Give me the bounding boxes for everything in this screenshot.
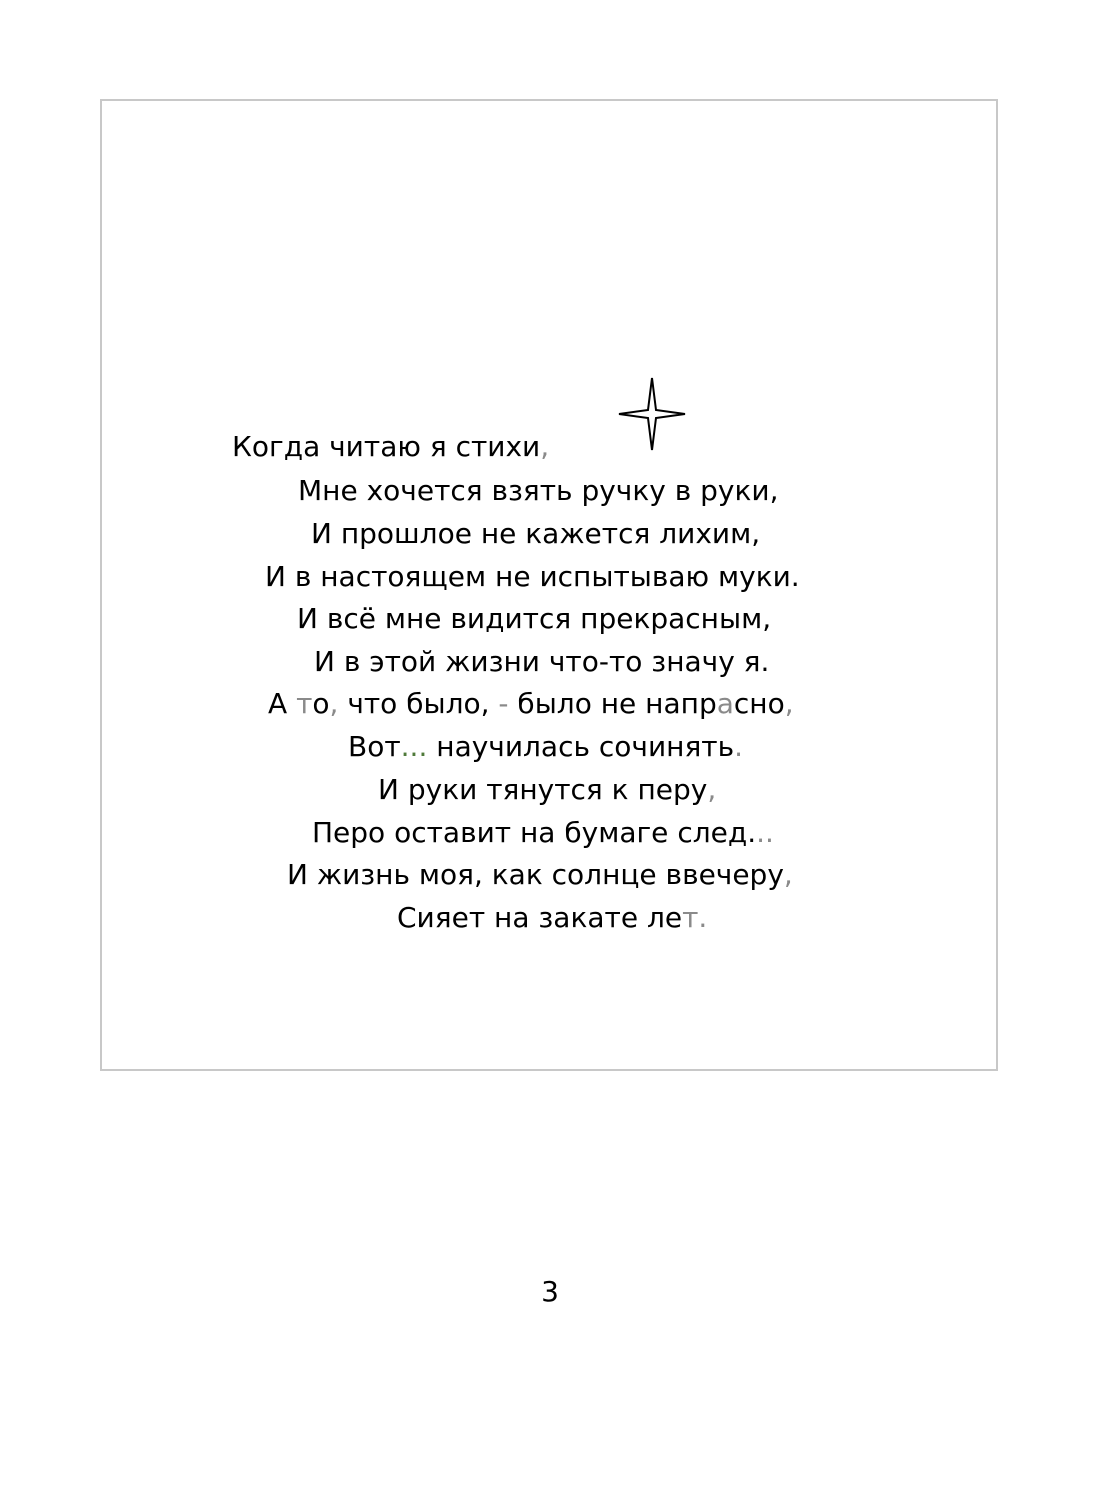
poem-fragment: Когда читаю я стихи — [232, 430, 541, 463]
poem-fragment: научилась сочинять — [427, 730, 735, 763]
poem-fragment: И прошлое не кажется лихим, — [311, 517, 761, 550]
poem-fragment: Перо оставит на бумаге след. — [312, 816, 757, 849]
poem-fragment: . — [698, 901, 708, 934]
poem-fragment: И всё мне видится прекрасным, — [297, 602, 772, 635]
poem-line-6 — [314, 642, 769, 682]
poem-line-4 — [265, 557, 800, 597]
poem-fragment: т — [296, 687, 313, 720]
four-point-star-icon — [618, 377, 686, 451]
poem-fragment: . — [734, 730, 744, 763]
page-number: 3 — [541, 1275, 559, 1308]
poem-line-3 — [311, 514, 760, 554]
poem-fragment: , — [329, 687, 339, 720]
poem-fragment: что было, — [338, 687, 499, 720]
poem-fragment: сно — [733, 687, 785, 720]
poem-line-10 — [312, 813, 774, 853]
poem-fragment: Мне хочется взять ручку в руки, — [298, 474, 779, 507]
poem-fragment: И в настоящем не испытываю муки. — [265, 560, 800, 593]
poem-fragment: И в этой жизни что-то значу я. — [314, 645, 770, 678]
poem-fragment: Вот — [348, 730, 401, 763]
poem-fragment: И жизнь моя, как солнце ввечеру — [287, 858, 784, 891]
poem-fragment: ... — [400, 730, 428, 763]
poem-line-12 — [397, 898, 707, 938]
poem-fragment: А — [268, 687, 297, 720]
poem-fragment: .. — [756, 816, 774, 849]
poem-fragment: а — [716, 687, 734, 720]
poem-line-11 — [287, 855, 793, 895]
poem-fragment: , — [707, 773, 717, 806]
poem-fragment: , — [783, 858, 793, 891]
poem-line-8 — [348, 727, 743, 767]
poem-line-9 — [378, 770, 716, 810]
poem-line-5 — [297, 599, 771, 639]
poem-line-2 — [298, 471, 778, 511]
poem-line-1 — [232, 427, 549, 467]
poem-fragment: было не напр — [508, 687, 717, 720]
poem-fragment: , — [540, 430, 550, 463]
poem-fragment: т — [682, 901, 699, 934]
poem-fragment: , — [784, 687, 794, 720]
poem-fragment: о — [312, 687, 330, 720]
poem-fragment: И руки тянутся к перу — [378, 773, 708, 806]
poem-fragment: Сияет на закате ле — [397, 901, 683, 934]
poem-fragment: - — [498, 687, 509, 720]
poem-line-7 — [268, 684, 794, 724]
